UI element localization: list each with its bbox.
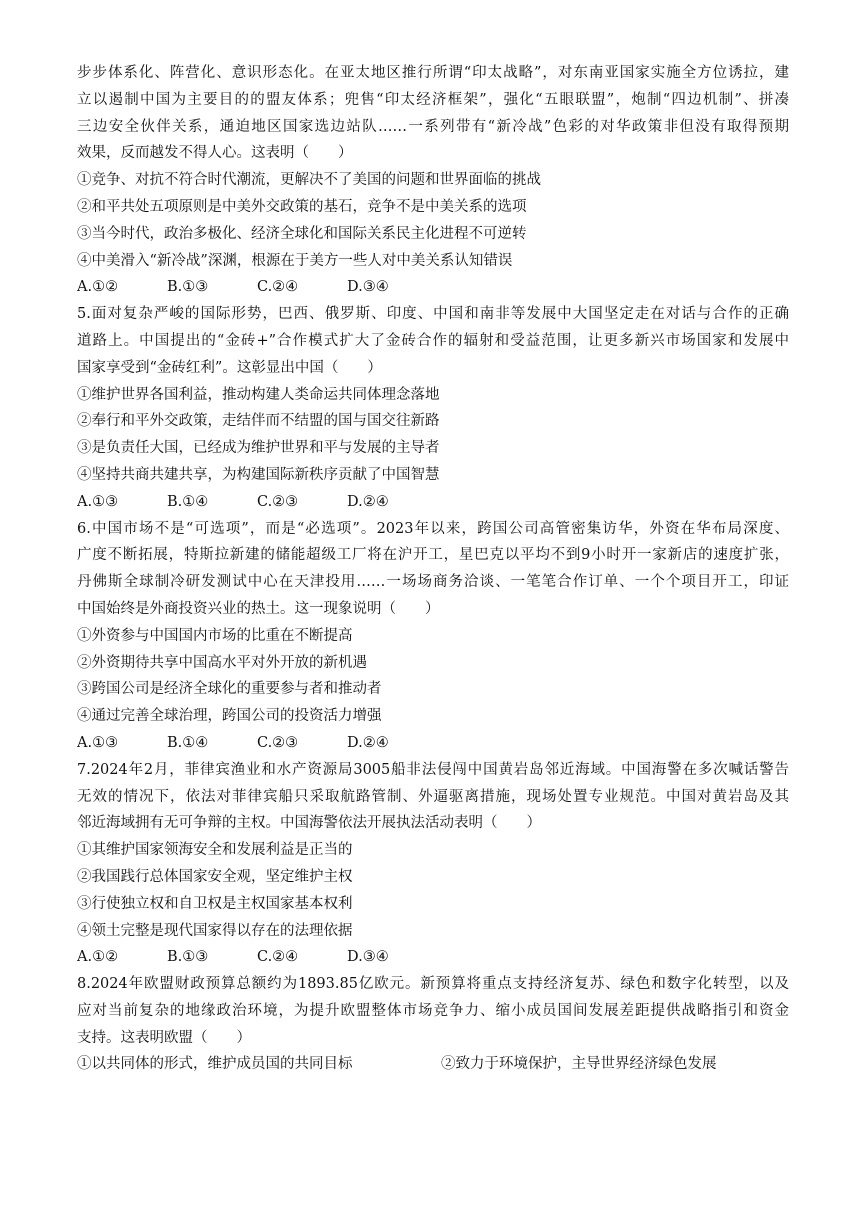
option-b: B.①④ bbox=[167, 734, 209, 751]
statement: ③行使独立权和自卫权是主权国家基本权利 bbox=[77, 895, 353, 912]
question-text-line: 5.面对复杂严峻的国际形势，巴西、俄罗斯、印度、中国和南非等发展中大国坚定走在对话与合作的正确 bbox=[77, 306, 789, 323]
question-text-line: 三边安全伙伴关系，通迫地区国家选边站队……一系列带有“新冷战”色彩的对华政策非但没有取得预期 bbox=[77, 118, 789, 135]
statement: ④坚持共商共建共享，为构建国际新秩序贡献了中国智慧 bbox=[77, 466, 440, 483]
question-text-line: 效果，反而越发不得人心。这表明（ ） bbox=[77, 145, 353, 162]
question-text-line: 丹佛斯全球制冷研发测试中心在天津投用……一场场商务洽谈、一笔笔合作订单、一个个项目开工，印证 bbox=[77, 574, 789, 591]
statement: ②致力于环境保护，主导世界经济绿色发展 bbox=[441, 1056, 717, 1073]
statement: ④通过完善全球治理，跨国公司的投资活力增强 bbox=[77, 708, 382, 725]
question-text-line: 立以遏制中国为主要目的的盟友体系；兜售“印太经济框架”，强化“五眼联盟”，炮制“四边机制”、拼凑 bbox=[77, 91, 789, 108]
option-a: A.①③ bbox=[77, 734, 119, 751]
statement: ②我国践行总体国家安全观，坚定维护主权 bbox=[77, 868, 353, 885]
statement: ①其维护国家领海安全和发展利益是正当的 bbox=[77, 842, 353, 859]
document-content bbox=[77, 60, 789, 1078]
answer-options bbox=[77, 274, 789, 301]
question-6 bbox=[77, 516, 789, 757]
option-d: D.②④ bbox=[347, 734, 389, 751]
question-text-line: 步步体系化、阵营化、意识形态化。在亚太地区推行所谓“印太战略”，对东南亚国家实施全方位诱拉，建 bbox=[77, 65, 789, 81]
statement: ④领土完整是现代国家得以存在的法理依据 bbox=[77, 922, 353, 939]
statement: ①竞争、对抗不符合时代潮流，更解决不了美国的问题和世界面临的挑战 bbox=[77, 172, 541, 189]
option-b: B.①③ bbox=[167, 949, 209, 966]
option-a: A.①③ bbox=[77, 493, 119, 510]
answer-options bbox=[77, 730, 789, 757]
statement: ②外资期待共享中国高水平对外开放的新机遇 bbox=[77, 654, 367, 671]
option-c: C.②④ bbox=[257, 279, 299, 296]
question-text-line: 支持。这表明欧盟（ ） bbox=[77, 1029, 251, 1046]
statement: ①维护世界各国利益，推动构建人类命运共同体理念落地 bbox=[77, 386, 440, 403]
statement: ③当今时代，政治多极化、经济全球化和国际关系民主化进程不可逆转 bbox=[77, 225, 527, 242]
question-text-line: 广度不断拓展，特斯拉新建的储能超级工厂将在沪开工，星巴克以平均不到9小时开一家新店的速度扩张， bbox=[77, 547, 789, 564]
option-d: D.②④ bbox=[347, 493, 389, 510]
option-c: C.②③ bbox=[257, 493, 299, 510]
statement: ③是负责任大国，已经成为维护世界和平与发展的主导者 bbox=[77, 440, 440, 457]
option-a: A.①② bbox=[77, 949, 119, 966]
statement-row bbox=[77, 1051, 789, 1078]
question-text-line: 8.2024年欧盟财政预算总额约为1893.85亿欧元。新预算将重点支持经济复苏、绿色和数字化转型，以及 bbox=[77, 976, 789, 993]
option-c: C.②③ bbox=[257, 734, 299, 751]
option-b: B.①③ bbox=[167, 279, 209, 296]
statement: ②和平共处五项原则是中美外交政策的基石，竞争不是中美关系的选项 bbox=[77, 198, 527, 215]
option-b: B.①④ bbox=[167, 493, 209, 510]
statement: ④中美滑入“新冷战”深渊，根源在于美方一些人对中美关系认知错误 bbox=[77, 252, 513, 269]
statement: ②奉行和平外交政策，走结伴而不结盟的国与国交往新路 bbox=[77, 413, 440, 430]
question-text-line: 无效的情况下，依法对菲律宾船只采取航路管制、外逼驱离措施，现场处置专业规范。中国对黄岩岛及其 bbox=[77, 788, 789, 805]
question-text-line: 应对当前复杂的地缘政治环境，为提升欧盟整体市场竞争力、缩小成员国间发展差距提供战略指引和资金 bbox=[77, 1002, 789, 1019]
answer-options bbox=[77, 944, 789, 971]
question-text-line: 国家享受到“金砖红利”。这彰显出中国（ ） bbox=[77, 359, 382, 376]
question-7 bbox=[77, 757, 789, 971]
question-text-line: 中国始终是外商投资兴业的热土。这一现象说明（ ） bbox=[77, 600, 440, 617]
option-d: D.③④ bbox=[347, 279, 389, 296]
statement: ①外资参与中国国内市场的比重在不断提高 bbox=[77, 627, 353, 644]
option-a: A.①② bbox=[77, 279, 119, 296]
statement: ③跨国公司是经济全球化的重要参与者和推动者 bbox=[77, 681, 382, 698]
question-text-line: 6.中国市场不是“可选项”，而是“必选项”。2023年以来，跨国公司高管密集访华，外资在华布局深度、 bbox=[77, 520, 789, 537]
option-d: D.③④ bbox=[347, 949, 389, 966]
answer-options bbox=[77, 489, 789, 516]
question-text-line: 道路上。中国提出的“金砖+”合作模式扩大了金砖合作的辐射和受益范围，让更多新兴市场国家和发展中 bbox=[77, 332, 789, 349]
question-8 bbox=[77, 971, 789, 1078]
question-4-continuation bbox=[77, 60, 789, 301]
question-text-line: 邻近海域拥有无可争辩的主权。中国海警依法开展执法活动表明（ ） bbox=[77, 815, 541, 832]
statement: ①以共同体的形式，维护成员国的共同目标 bbox=[77, 1056, 353, 1073]
question-text-line: 7.2024年2月，菲律宾渔业和水产资源局3005船非法侵闯中国黄岩岛邻近海域。中国海警在多次喊话警告 bbox=[77, 761, 789, 778]
question-5 bbox=[77, 301, 789, 515]
option-c: C.②④ bbox=[257, 949, 299, 966]
